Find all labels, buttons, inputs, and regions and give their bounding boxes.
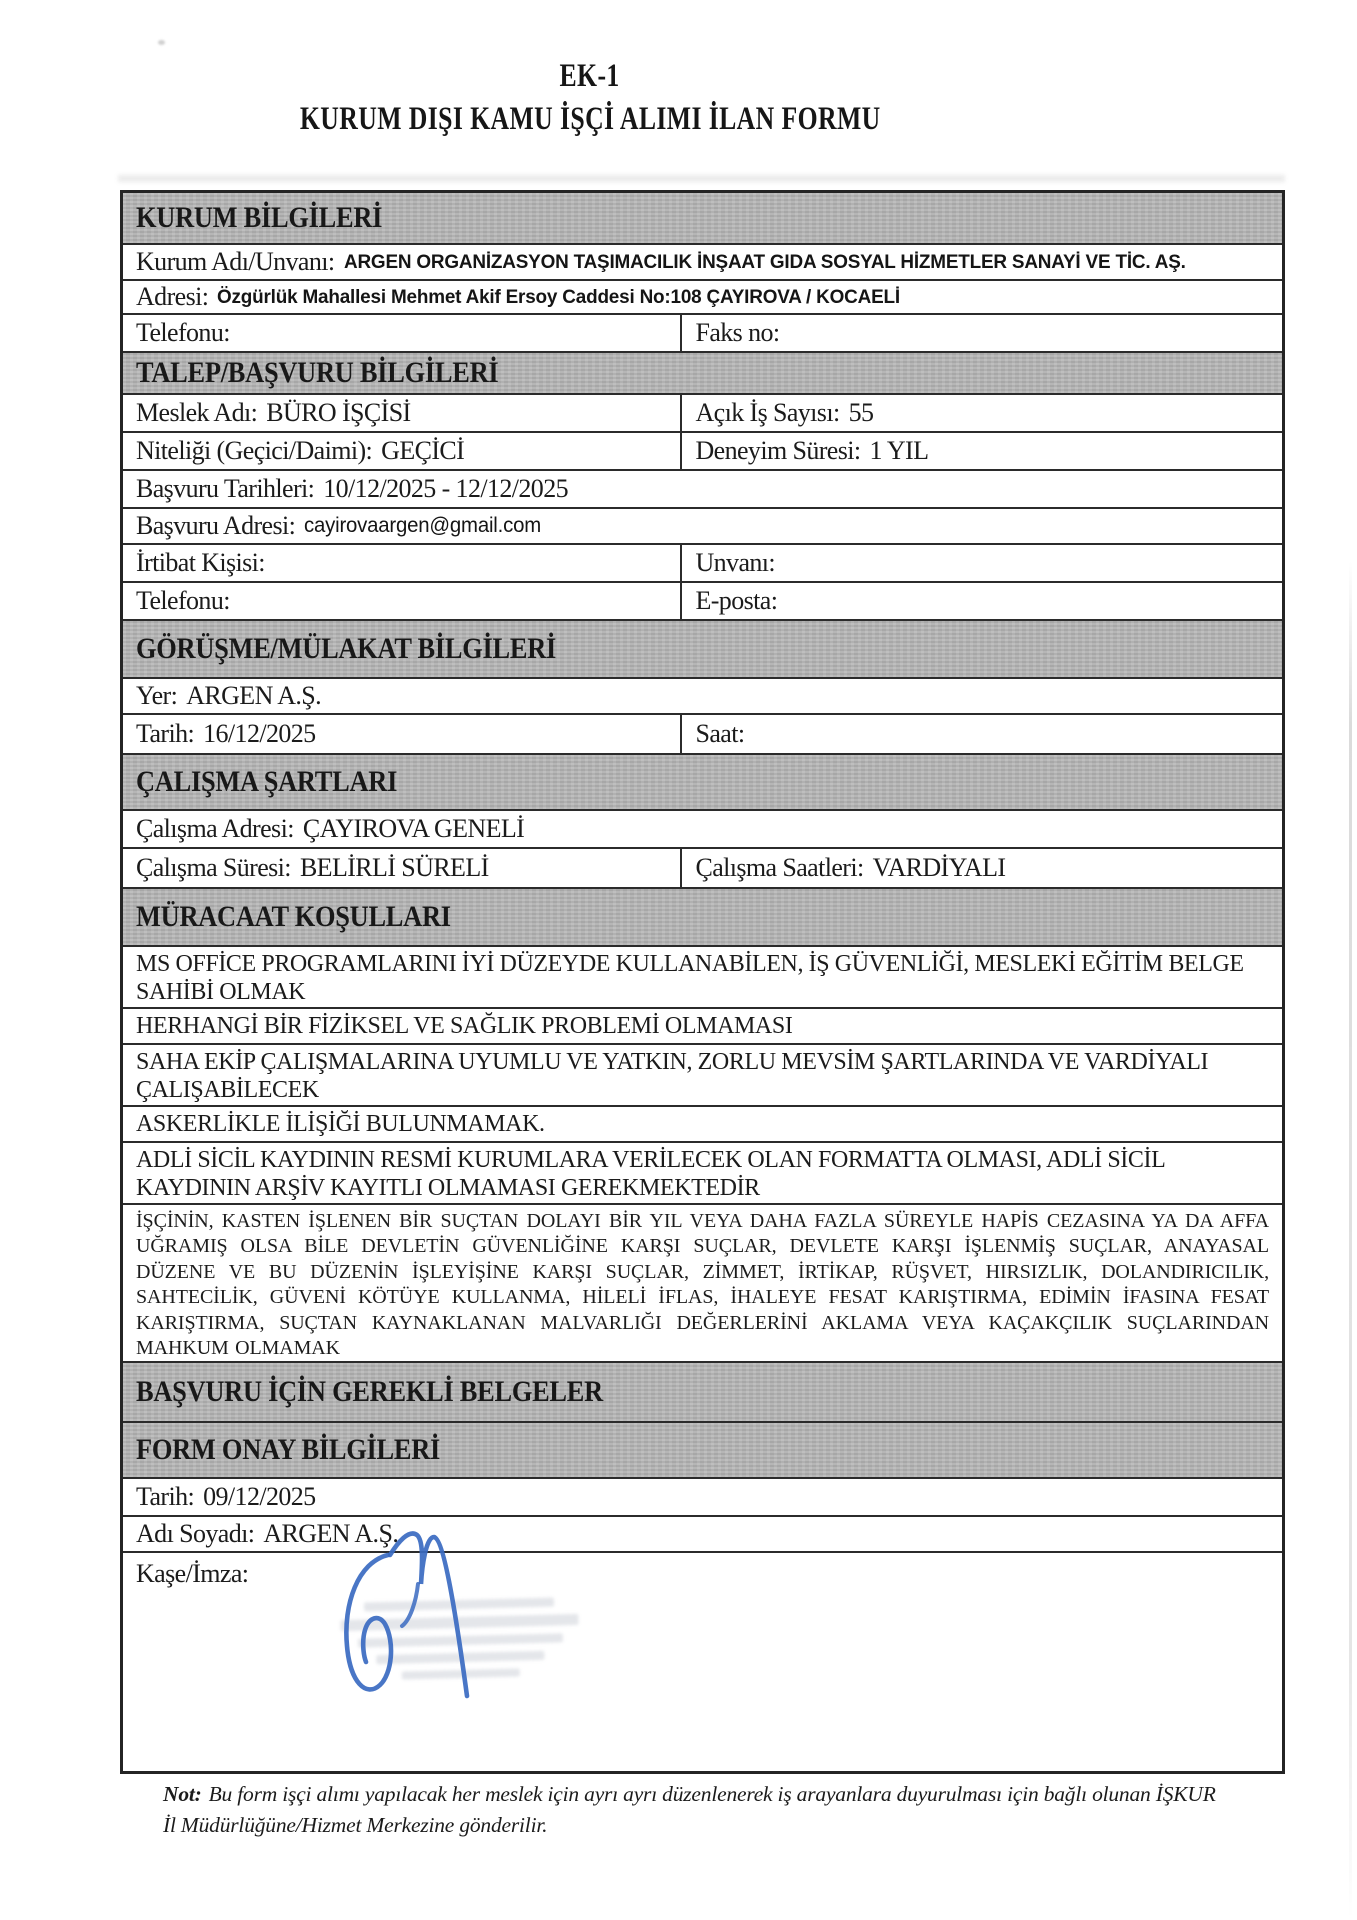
calisma-saatleri-value: VARDİYALI (872, 853, 1006, 882)
footnote-label: Not: (163, 1782, 202, 1806)
condition-paragraph: İŞÇİNİN, KASTEN İŞLENEN BİR SUÇTAN DOLAYI BİR YIL VEYA DAHA FAZLA SÜREYLE HAPİS CEZASINA YA DA AFFA UĞRAMIŞ OLSA BİLE DEVLETİN GÜVENLİĞİNE KARŞI SUÇLAR, DEVLETE KARŞI İŞLENMİŞ SUÇLAR, ANAYASAL DÜZENE VE BU DÜZENİN İŞLEYİŞİNE KARŞI SUÇLAR, ZİMMET, İRTİKAP, RÜŞVET, HIRSIZLIK, DOLANDIRICILIK, SAHTECİLİK, GÜVENİ KÖTÜYE KULLANMA, HİLELİ İFLAS, İHALEYE FESAT KARIŞTIRMA, EDİMİN İFASINA FESAT KARIŞTIRMA, SUÇTAN KAYNAKLANAN MALVARLIĞI DEĞERLERİNİ AKLAMA VEYA KAÇAKÇILIK SUÇLARINDAN MAHKUM OLMAMAK (123, 1205, 1282, 1363)
calisma-suresi-value: BELİRLİ SÜRELİ (299, 853, 489, 882)
scan-streak (118, 175, 1285, 182)
section-calisma-title: ÇALIŞMA ŞARTLARI (136, 765, 398, 798)
calisma-saatleri-label: Çalışma Saatleri: (695, 853, 864, 882)
meslek-cell (123, 395, 680, 431)
section-header-form-onay (123, 1423, 1282, 1479)
adi-soyadi-value: ARGEN A.Ş. (263, 1519, 399, 1548)
niteligi-cell (123, 433, 680, 469)
scan-artifact-dot (158, 40, 165, 45)
row-onay-tarih (123, 1479, 1282, 1517)
calisma-adresi-value: ÇAYIROVA GENELİ (302, 814, 525, 843)
faks-label: Faks no: (695, 318, 780, 347)
row-adresi (123, 281, 1282, 315)
adi-soyadi-label: Adı Soyadı: (136, 1519, 255, 1548)
condition-item: SAHA EKİP ÇALIŞMALARINA UYUMLU VE YATKIN, ZORLU MEVSİM ŞARTLARINDA VE VARDİYALI ÇALIŞABİLECEK (123, 1045, 1282, 1107)
adresi-label: Adresi: (136, 282, 209, 311)
unvani-cell (680, 545, 1282, 581)
document-header (120, 56, 1060, 139)
form-title (120, 99, 1060, 139)
section-muracaat-title: MÜRACAAT KOŞULLARI (136, 900, 451, 933)
deneyim-cell (680, 433, 1282, 469)
deneyim-label: Deneyim Süresi: (695, 436, 861, 465)
row-telefon-faks (123, 315, 1282, 353)
niteligi-label: Niteliği (Geçici/Daimi): (136, 436, 373, 465)
deneyim-value: 1 YIL (869, 436, 929, 465)
form-title-text: KURUM DIŞI KAMU İŞÇİ ALIMI İLAN FORMU (299, 101, 881, 137)
eposta-label: E-posta: (695, 586, 778, 615)
section-header-muracaat-kosullari (123, 889, 1282, 947)
row-calisma-adresi (123, 811, 1282, 849)
row-niteligi-deneyim (123, 433, 1282, 471)
gorusme-tarih-cell (123, 715, 680, 753)
section-header-gorusme-mulakat (123, 621, 1282, 679)
calisma-saatleri-cell (680, 849, 1282, 887)
condition-item: ADLİ SİCİL KAYDININ RESMİ KURUMLARA VERİLECEK OLAN FORMATTA OLMASI, ADLİ SİCİL KAYDININ ARŞİV KAYITLI OLMAMASI GEREKMEKTEDİR (123, 1143, 1282, 1205)
kurum-adi-label: Kurum Adı/Unvanı: (136, 247, 335, 276)
acik-is-cell (680, 395, 1282, 431)
signature-image (330, 1522, 510, 1722)
form-table (120, 190, 1285, 1774)
row-telefon-eposta (123, 583, 1282, 621)
acik-is-value: 55 (848, 398, 874, 427)
basvuru-adresi-label: Başvuru Adresi: (136, 511, 296, 540)
section-onay-title: FORM ONAY BİLGİLERİ (136, 1433, 441, 1466)
irtibat-label: İrtibat Kişisi: (136, 548, 265, 577)
talep-telefonu-cell (123, 583, 680, 619)
section-belgeler-title: BAŞVURU İÇİN GEREKLİ BELGELER (136, 1375, 603, 1408)
footnote-text: Bu form işçi alımı yapılacak her meslek için ayrı ayrı düzenlenerek iş arayanlara duyurulması için bağlı olunan İŞKUR İl Müdürlüğüne/Hizmet Merkezine gönderilir. (163, 1782, 1216, 1837)
section-gorusme-title: GÖRÜŞME/MÜLAKAT BİLGİLERİ (136, 632, 557, 665)
row-basvuru-adresi (123, 509, 1282, 545)
condition-item: MS OFFİCE PROGRAMLARINI İYİ DÜZEYDE KULLANABİLEN, İŞ GÜVENLİĞİ, MESLEKİ EĞİTİM BELGE SAHİBİ OLMAK (123, 947, 1282, 1009)
basvuru-adresi-value: cayirovaargen@gmail.com (304, 514, 542, 537)
onay-tarih-value: 09/12/2025 (203, 1482, 316, 1511)
talep-telefonu-label: Telefonu: (136, 586, 230, 615)
ek-label (120, 56, 1060, 96)
calisma-suresi-cell (123, 849, 680, 887)
row-yer (123, 679, 1282, 715)
signature-stroke (402, 1584, 418, 1626)
row-irtibat-unvani (123, 545, 1282, 583)
basvuru-tarihleri-label: Başvuru Tarihleri: (136, 474, 315, 503)
condition-item: ASKERLİKLE İLİŞİĞİ BULUNMAMAK. (123, 1107, 1282, 1143)
section-header-kurum-bilgileri (123, 193, 1282, 245)
onay-tarih-label: Tarih: (136, 1482, 195, 1511)
basvuru-tarihleri-value: 10/12/2025 - 12/12/2025 (323, 474, 569, 503)
saat-label: Saat: (695, 719, 745, 748)
section-header-calisma-sartlari (123, 755, 1282, 811)
row-meslek-acikis (123, 395, 1282, 433)
calisma-adresi-label: Çalışma Adresi: (136, 814, 294, 843)
section-header-gerekli-belgeler (123, 1363, 1282, 1423)
row-kase-imza (123, 1553, 1282, 1771)
meslek-value: BÜRO İŞÇİSİ (266, 398, 411, 427)
unvani-label: Unvanı: (695, 548, 776, 577)
adresi-value: Özgürlük Mahallesi Mehmet Akif Ersoy Caddesi No:108 ÇAYIROVA / KOCAELİ (217, 285, 901, 308)
kurum-adi-value: ARGEN ORGANİZASYON TAŞIMACILIK İNŞAAT GIDA SOSYAL HİZMETLER SANAYİ VE TİC. AŞ. (343, 250, 1186, 273)
row-basvuru-tarihleri (123, 471, 1282, 509)
calisma-suresi-label: Çalışma Süresi: (136, 853, 291, 882)
section-kurum-title: KURUM BİLGİLERİ (136, 201, 383, 234)
row-suresi-saatleri (123, 849, 1282, 889)
section-header-talep-basvuru (123, 353, 1282, 395)
scan-edge-line (1349, 560, 1352, 1920)
yer-value: ARGEN A.Ş. (186, 681, 322, 710)
telefonu-cell (123, 315, 680, 351)
niteligi-value: GEÇİCİ (381, 436, 465, 465)
irtibat-cell (123, 545, 680, 581)
footnote (163, 1779, 1221, 1841)
signature-stroke (390, 1533, 467, 1696)
signature-stroke (346, 1555, 391, 1689)
gorusme-tarih-value: 16/12/2025 (203, 719, 316, 748)
saat-cell (680, 715, 1282, 753)
row-adi-soyadi (123, 1517, 1282, 1553)
kase-imza-label: Kaşe/İmza: (136, 1559, 249, 1588)
meslek-label: Meslek Adı: (136, 398, 258, 427)
row-tarih-saat (123, 715, 1282, 755)
gorusme-tarih-label: Tarih: (136, 719, 195, 748)
telefonu-label: Telefonu: (136, 318, 230, 347)
yer-label: Yer: (136, 681, 178, 710)
acik-is-label: Açık İş Sayısı: (695, 398, 840, 427)
condition-item: HERHANGİ BİR FİZİKSEL VE SAĞLIK PROBLEMİ OLMAMASI (123, 1009, 1282, 1045)
eposta-cell (680, 583, 1282, 619)
ek-label-text: EK-1 (559, 58, 621, 94)
row-kurum-adi (123, 245, 1282, 281)
faks-cell (680, 315, 1282, 351)
section-talep-title: TALEP/BAŞVURU BİLGİLERİ (136, 356, 499, 389)
